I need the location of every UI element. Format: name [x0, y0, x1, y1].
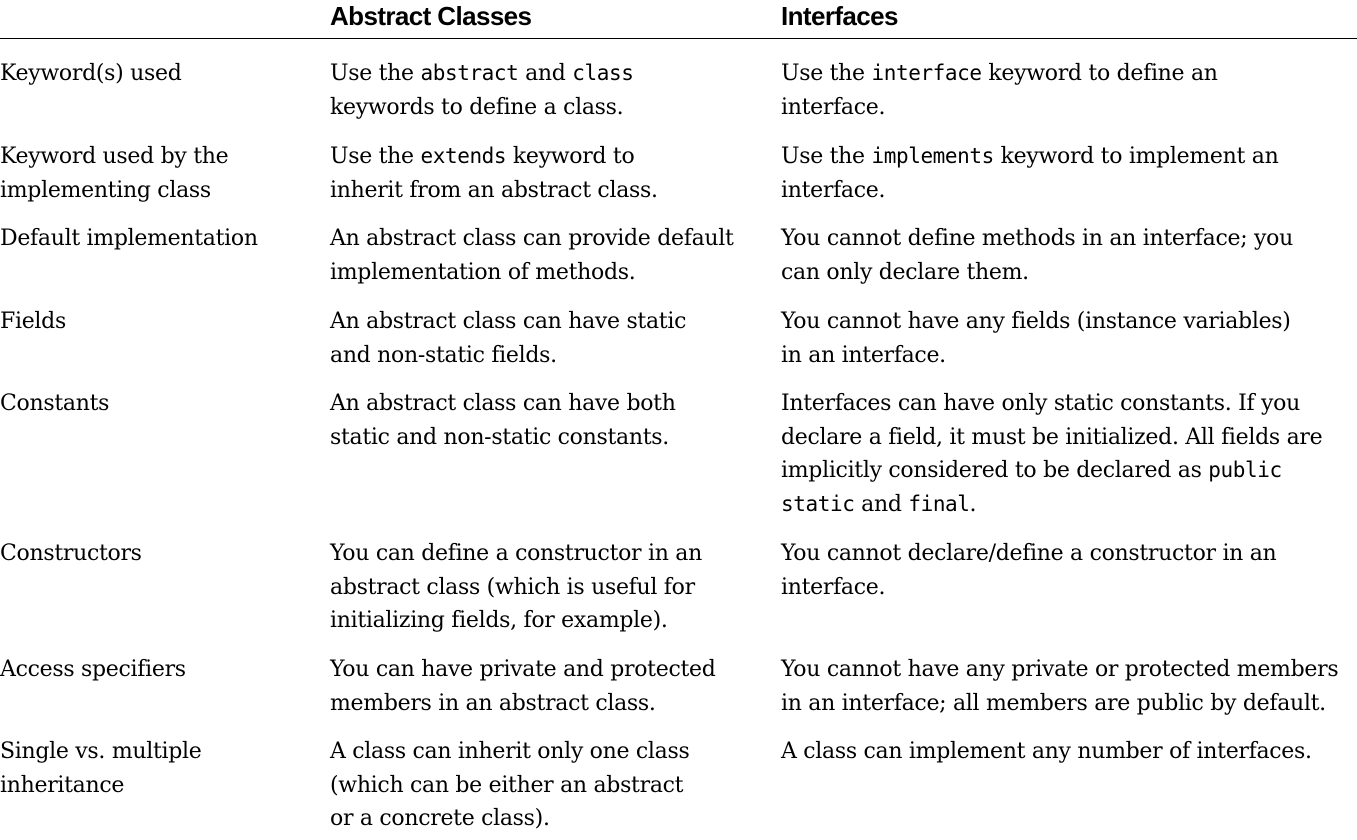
abstract-class-cell: [330, 537, 770, 638]
interface-cell: [781, 222, 1357, 289]
feature-line: [0, 305, 320, 339]
text-segment: inherit from an abstract class.: [330, 177, 658, 203]
interface-line: [781, 488, 1357, 522]
text-segment: Use the: [330, 144, 421, 169]
text-segment: An abstract class can provide default: [330, 226, 734, 251]
abstract-class-line: [330, 222, 770, 256]
code-keyword: static: [781, 491, 855, 516]
interface-cell: [781, 387, 1357, 521]
text-segment: You cannot declare/define a constructor in an: [781, 541, 1277, 566]
text-segment: You can have private and protected: [330, 657, 716, 682]
interface-line: [781, 653, 1357, 687]
feature-cell: [0, 735, 320, 802]
text-segment: members in an abstract class.: [330, 690, 656, 716]
abstract-class-cell: [330, 387, 770, 454]
feature-line: [0, 769, 320, 803]
interface-line: [781, 91, 1357, 125]
text-segment: in an interface.: [781, 342, 946, 368]
code-keyword: implements: [871, 144, 994, 168]
interface-line: [781, 687, 1357, 721]
text-segment: Constructors: [0, 541, 142, 566]
text-segment: Use the: [781, 144, 872, 169]
text-segment: declare a field, it must be initialized. All fields are: [781, 424, 1323, 450]
text-segment: implementing class: [0, 177, 211, 203]
abstract-class-line: [330, 174, 770, 208]
interface-line: [781, 537, 1357, 571]
text-segment: can only declare them.: [781, 259, 1029, 285]
abstract-class-cell: [330, 140, 770, 207]
text-segment: You cannot define methods in an interface; you: [781, 226, 1293, 251]
feature-cell: [0, 140, 320, 207]
text-segment: interface.: [781, 574, 886, 600]
interface-line: [781, 140, 1357, 174]
text-segment: abstract class (which is useful for: [330, 574, 695, 600]
text-segment: initializing fields, for example).: [330, 608, 668, 633]
interface-line: [781, 454, 1357, 488]
interface-cell: [781, 305, 1357, 372]
abstract-class-line: [330, 604, 770, 638]
feature-line: [0, 140, 320, 174]
interface-line: [781, 571, 1357, 605]
text-segment: Keyword(s) used: [0, 61, 182, 86]
interface-line: [781, 387, 1357, 421]
interface-line: [781, 256, 1357, 290]
code-keyword: final: [908, 491, 970, 516]
abstract-class-line: [330, 421, 770, 455]
abstract-class-line: [330, 57, 770, 91]
header-abstract-classes: Abstract Classes: [330, 1, 532, 31]
text-segment: or a concrete class).: [330, 806, 550, 831]
abstract-class-line: [330, 802, 770, 836]
feature-line: [0, 57, 320, 91]
text-segment: You cannot have any private or protected members: [781, 657, 1339, 682]
abstract-class-line: [330, 537, 770, 571]
code-keyword: abstract: [420, 61, 519, 85]
text-segment: and: [518, 61, 573, 86]
interface-line: [781, 421, 1357, 455]
code-keyword: extends: [420, 144, 507, 168]
text-segment: Constants: [0, 391, 110, 416]
text-segment: A class can implement any number of interfaces.: [781, 739, 1312, 764]
abstract-class-line: [330, 339, 770, 373]
text-segment: You can define a constructor in an: [330, 541, 702, 566]
text-segment: and non-static fields.: [330, 342, 557, 368]
text-segment: keyword to: [506, 144, 635, 169]
code-keyword: interface: [871, 61, 982, 85]
abstract-class-cell: [330, 57, 770, 124]
interface-cell: [781, 57, 1357, 124]
interface-line: [781, 174, 1357, 208]
abstract-class-cell: [330, 653, 770, 720]
abstract-class-line: [330, 305, 770, 339]
feature-line: [0, 174, 320, 208]
text-segment: You cannot have any fields (instance variables): [781, 309, 1291, 334]
feature-cell: [0, 57, 320, 91]
text-segment: keywords to define a class.: [330, 94, 624, 120]
text-segment: Fields: [0, 309, 66, 334]
interface-line: [781, 305, 1357, 339]
code-keyword: class: [572, 61, 634, 85]
abstract-class-line: [330, 91, 770, 125]
feature-cell: [0, 653, 320, 687]
abstract-class-line: [330, 735, 770, 769]
feature-line: [0, 222, 320, 256]
text-segment: An abstract class can have both: [330, 391, 676, 416]
text-segment: A class can inherit only one class: [330, 739, 690, 764]
text-segment: implementation of methods.: [330, 259, 636, 285]
interface-line: [781, 735, 1357, 769]
interface-line: [781, 57, 1357, 91]
interface-line: [781, 339, 1357, 373]
abstract-class-line: [330, 769, 770, 803]
text-segment: Use the: [781, 61, 872, 86]
feature-cell: [0, 387, 320, 421]
text-segment: keyword to define an: [981, 61, 1218, 86]
interface-line: [781, 222, 1357, 256]
abstract-class-line: [330, 256, 770, 290]
text-segment: Keyword used by the: [0, 144, 229, 169]
text-segment: and: [854, 491, 909, 517]
text-segment: .: [969, 491, 977, 517]
table-header: [0, 0, 1357, 39]
text-segment: Single vs. multiple: [0, 739, 202, 764]
code-keyword: public: [1208, 458, 1282, 482]
abstract-class-line: [330, 140, 770, 174]
interface-cell: [781, 735, 1357, 769]
feature-line: [0, 537, 320, 571]
text-segment: Interfaces can have only static constants. If you: [781, 391, 1300, 416]
text-segment: in an interface; all members are public by default.: [781, 690, 1326, 716]
abstract-class-cell: [330, 735, 770, 836]
interface-cell: [781, 653, 1357, 720]
feature-line: [0, 653, 320, 687]
interface-cell: [781, 140, 1357, 207]
feature-line: [0, 735, 320, 769]
text-segment: Default implementation: [0, 226, 258, 251]
text-segment: interface.: [781, 177, 886, 203]
interface-cell: [781, 537, 1357, 604]
text-segment: An abstract class can have static: [330, 309, 687, 334]
abstract-class-line: [330, 571, 770, 605]
abstract-class-line: [330, 653, 770, 687]
text-segment: Access specifiers: [0, 657, 186, 682]
abstract-class-cell: [330, 222, 770, 289]
text-segment: inheritance: [0, 772, 125, 798]
header-interfaces: Interfaces: [781, 1, 898, 31]
text-segment: keyword to implement an: [993, 144, 1279, 169]
text-segment: Use the: [330, 61, 421, 86]
abstract-class-line: [330, 387, 770, 421]
feature-cell: [0, 222, 320, 256]
text-segment: interface.: [781, 94, 886, 120]
text-segment: (which can be either an abstract: [330, 772, 684, 798]
abstract-class-cell: [330, 305, 770, 372]
text-segment: implicitly considered to be declared as: [781, 458, 1209, 483]
text-segment: static and non-static constants.: [330, 424, 669, 450]
feature-line: [0, 387, 320, 421]
abstract-class-line: [330, 687, 770, 721]
feature-cell: [0, 537, 320, 571]
feature-cell: [0, 305, 320, 339]
